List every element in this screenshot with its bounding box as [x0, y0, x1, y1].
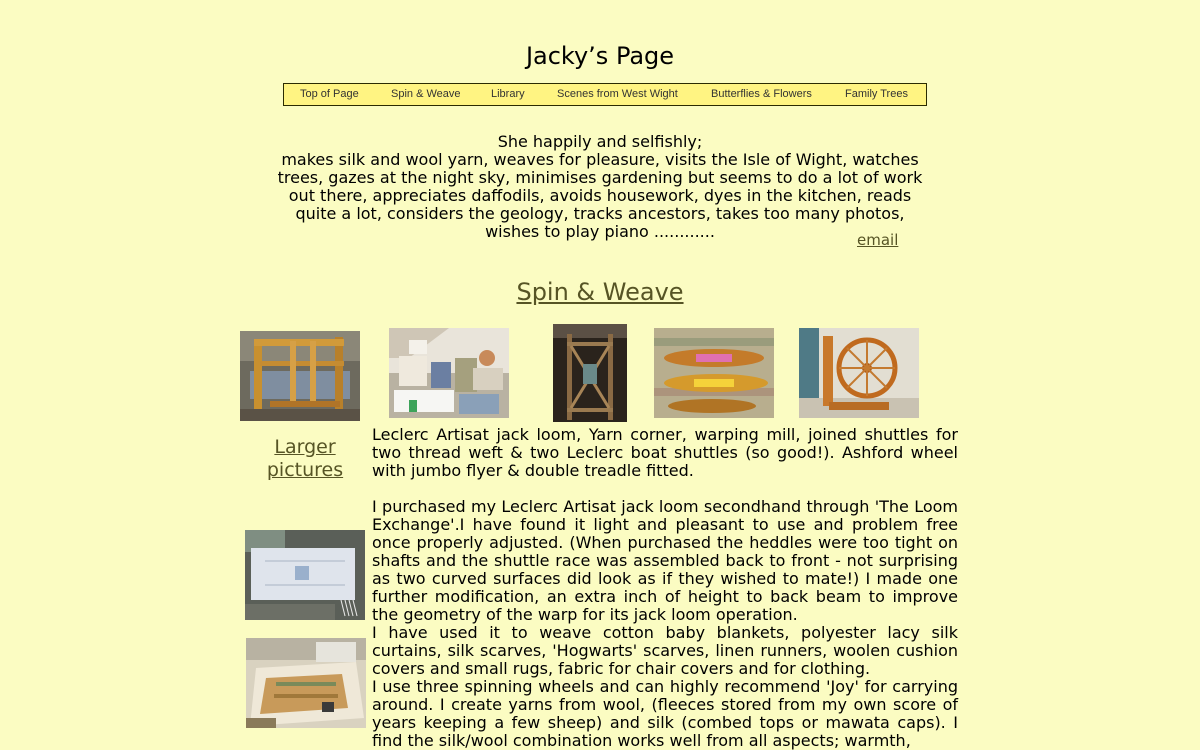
intro-body: makes silk and wool yarn, weaves for pleasure, visits the Isle of Wight, watches trees, gazes at the night sky, minimises gardening but seems to do a lot of work out there, appreciates daffodils, avoids housework, dyes in the kitchen, reads quite a lot, considers the geology, tracks ancestors, takes too many photos, wishes to play piano ............: [277, 150, 923, 241]
nav-item-top-of-page[interactable]: Top of Page: [300, 88, 359, 100]
table-runner-photo[interactable]: [246, 638, 366, 728]
nav-bar: [283, 83, 927, 106]
nav-item-family-trees[interactable]: Family Trees: [845, 88, 908, 100]
email-link[interactable]: email: [857, 231, 899, 249]
spin-weave-text: [372, 426, 958, 750]
intro-line1: She happily and selfishly;: [497, 132, 703, 151]
shuttles-image: [654, 328, 774, 418]
warping-mill-photo[interactable]: [553, 324, 627, 422]
page-title: Jacky’s Page: [525, 42, 675, 70]
yarn-corner-image: [389, 328, 509, 418]
spinning-wheel-photo[interactable]: [799, 328, 919, 418]
scarf-image: [245, 530, 365, 620]
spin-weave-heading[interactable]: Spin & Weave: [516, 278, 684, 306]
paragraph-4: I use three spinning wheels and can highly recommend 'Joy' for carrying around. I create yarns from wool, (fleeces stored from my own score of years keeping a few sheep) and silk (combed tops or mawata caps). I find the silk/wool combination works well from all aspects; warmth,: [372, 677, 958, 750]
spinning-wheel-image: [799, 328, 919, 418]
nav-item-library[interactable]: Library: [491, 88, 525, 100]
nav-item-spin-weave[interactable]: Spin & Weave: [391, 88, 461, 100]
shuttles-photo[interactable]: [654, 328, 774, 418]
loom-photo[interactable]: [240, 331, 360, 421]
paragraph-2: I purchased my Leclerc Artisat jack loom secondhand through 'The Loom Exchange'.I have found it light and pleasant to use and problem free once properly adjusted. (When purchased the heddles were too tight on shafts and the shuttle race was assembled back to front - not surprising as two curved surfaces did look as if they wished to mate!) I made one further modification, an extra inch of height to back beam to improve the geometry of the warp for its jack loom operation.: [372, 497, 958, 624]
loom-image: [240, 331, 360, 421]
table-runner-image: [246, 638, 366, 728]
intro-text: [270, 133, 930, 241]
nav-item-scenes-west-wight[interactable]: Scenes from West Wight: [557, 88, 678, 100]
warping-mill-image: [553, 324, 627, 422]
larger-pictures-link[interactable]: [245, 436, 365, 482]
paragraph-1: Leclerc Artisat jack loom, Yarn corner, warping mill, joined shuttles for two thread weft & two Leclerc boat shuttles (so good!). Ashford wheel with jumbo flyer & double treadle fitted.: [372, 425, 958, 480]
paragraph-3: I have used it to weave cotton baby blankets, polyester lacy silk curtains, silk scarves, 'Hogwarts' scarves, linen runners, woolen cushion covers and small rugs, fabric for chair covers and for clothing.: [372, 623, 958, 678]
scarf-photo[interactable]: [245, 530, 365, 620]
larger-pictures-line2: pictures: [266, 459, 344, 481]
yarn-corner-photo[interactable]: [389, 328, 509, 418]
nav-item-butterflies-flowers[interactable]: Butterflies & Flowers: [711, 88, 812, 100]
larger-pictures-line1: Larger: [274, 436, 336, 458]
